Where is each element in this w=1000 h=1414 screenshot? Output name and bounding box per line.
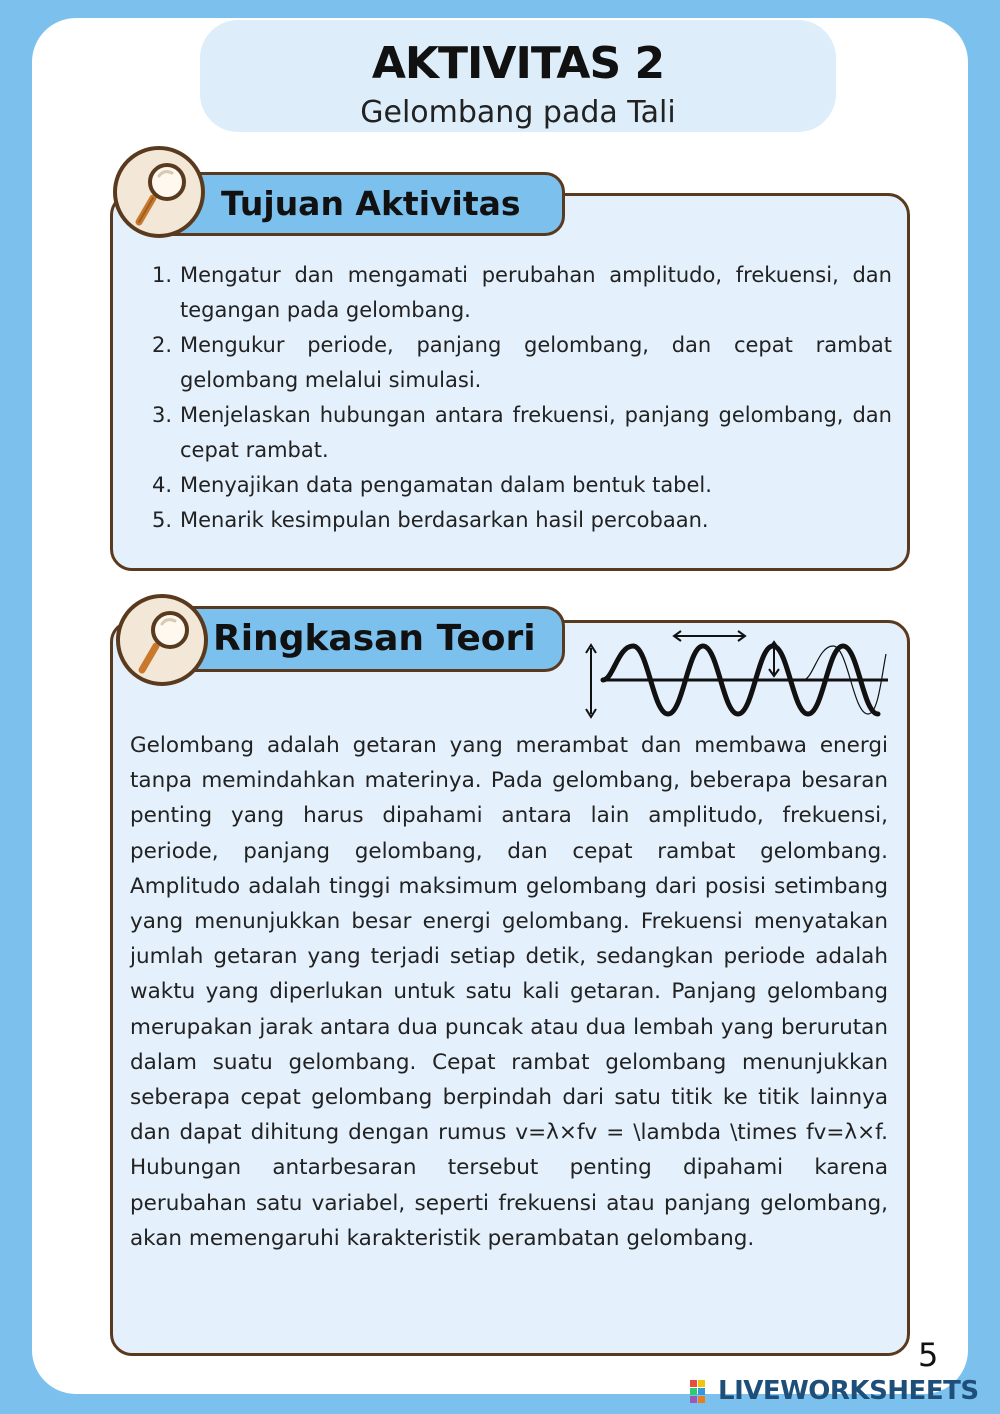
magnifier-icon xyxy=(116,594,208,686)
title-banner xyxy=(200,20,836,132)
theory-heading: Ringkasan Teori xyxy=(213,618,536,659)
brand-logo[interactable] xyxy=(690,1374,990,1408)
page-number: 5 xyxy=(918,1336,939,1374)
list-item: 3. Menjelaskan hubungan antara frekuensi, panjang gelombang, dan cepat rambat. xyxy=(152,403,892,462)
list-item: 4. Menyajikan data pengamatan dalam bentuk tabel. xyxy=(152,473,712,497)
list-item: 2. Mengukur periode, panjang gelombang, dan cepat rambat gelombang melalui simulasi. xyxy=(152,333,892,392)
theory-body: Gelombang adalah getaran yang merambat dan membawa energi tanpa memindahkan materinya. Pada gelombang, beberapa besaran penting yang harus dipahami antara lain amplitudo, frekuensi, periode, panjang gelombang, dan cepat rambat gelombang. Amplitudo adalah tinggi maksimum gelombang dari posisi setimbang yang menunjukkan besar energi gelombang. Frekuensi menyatakan jumlah getaran yang terjadi setiap detik, sedangkan periode adalah waktu yang diperlukan untuk satu kali getaran. Panjang gelombang merupakan jarak antara dua puncak atau dua lembah yang berurutan dalam suatu gelombang. Cepat rambat gelombang menunjukkan seberapa cepat gelombang berpindah dari satu titik ke titik lainnya dan dapat dihitung dengan rumus v=λ×fv = \lambda \times fv=λ×f. Hubungan antarbesaran tersebut penting dipahami karena perubahan satu variabel, seperti frekuensi atau panjang gelombang, akan memengaruhi karakteristik perambatan gelombang. xyxy=(130,733,888,1251)
page-title: AKTIVITAS 2 xyxy=(371,38,665,89)
brand-text: LIVEWORKSHEETS xyxy=(718,1376,979,1406)
brand-icon xyxy=(690,1378,714,1404)
page-subtitle: Gelombang pada Tali xyxy=(360,95,676,130)
list-item: 5. Menarik kesimpulan berdasarkan hasil percobaan. xyxy=(152,508,709,532)
wave-icon xyxy=(578,624,898,724)
goals-heading-tab xyxy=(170,172,565,236)
goals-list xyxy=(152,258,892,538)
theory-heading-tab xyxy=(170,606,565,672)
list-item: 1. Mengatur dan mengamati perubahan amplitudo, frekuensi, dan tegangan pada gelombang. xyxy=(152,263,892,322)
magnifier-icon xyxy=(113,146,205,238)
goals-heading: Tujuan Aktivitas xyxy=(221,184,521,223)
